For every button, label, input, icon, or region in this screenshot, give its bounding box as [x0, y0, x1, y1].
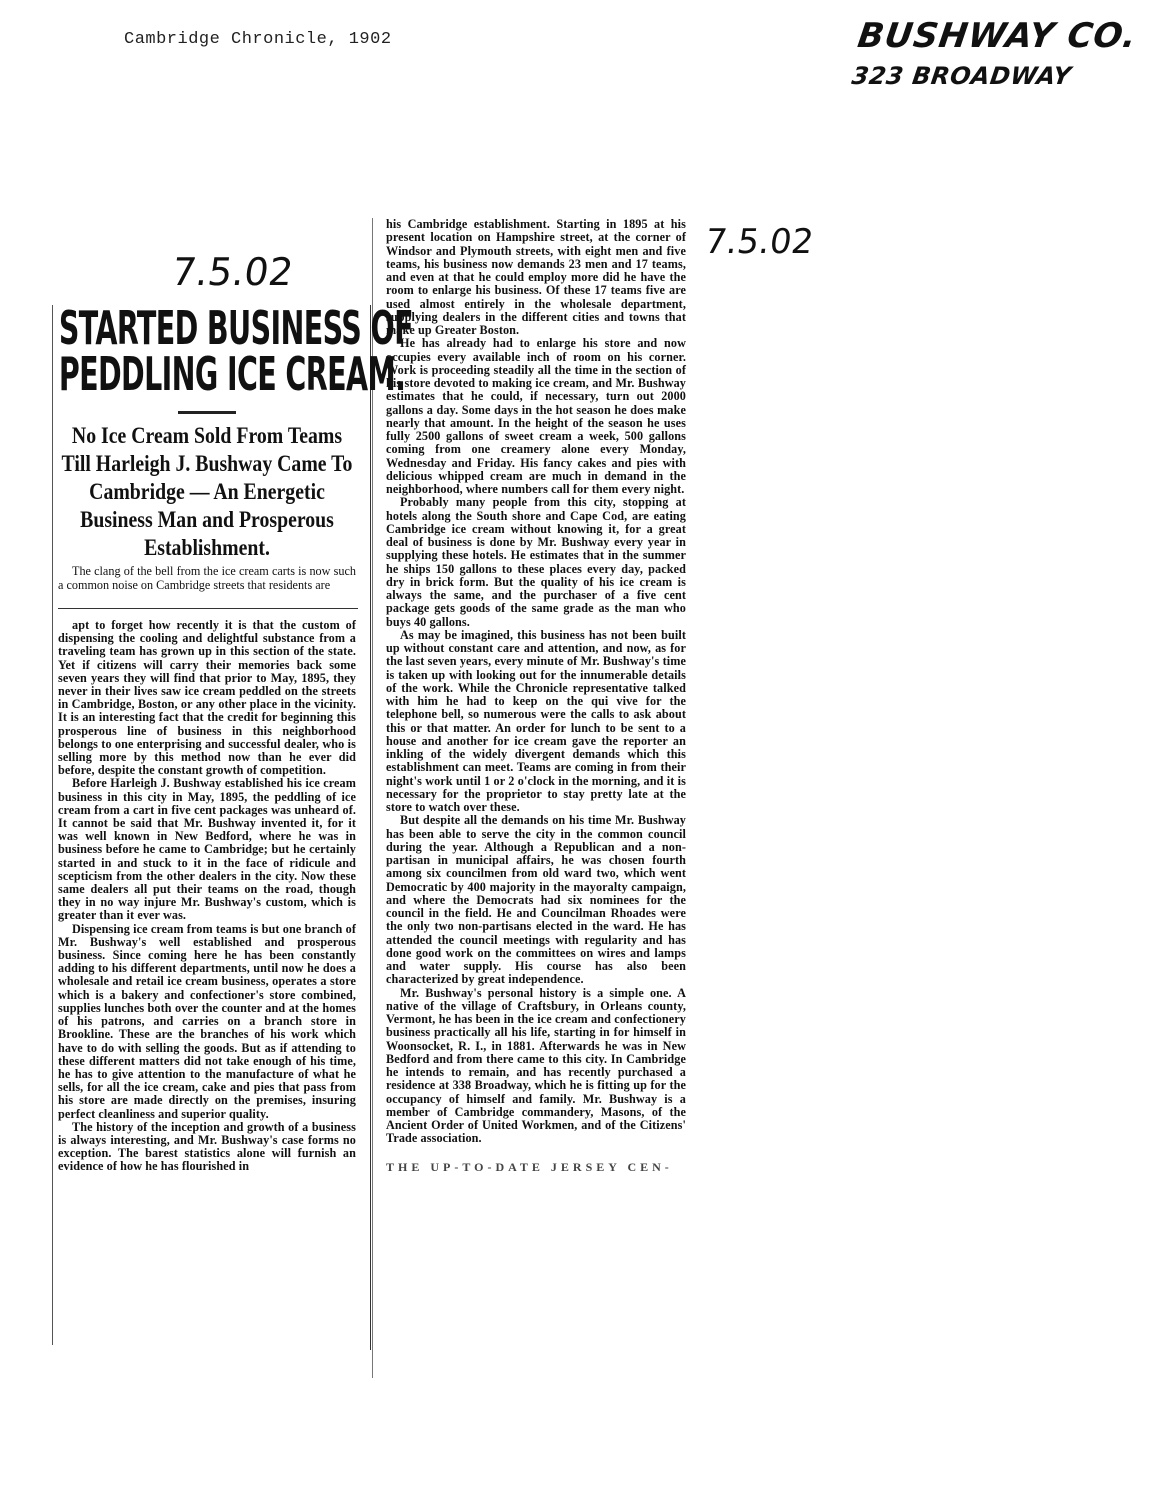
paragraph: He has already had to enlarge his store and now occupies every available inch of room on his corner. Work is proceeding steadily all the time in the section of his store devoted to making ice cream, and Mr. Bushway estimates that he could, if necessary, turn out 2000 gallons a day. Some days in the hot season he does make nearly that amount. In the height of the season he uses fully 2500 gallons of sweet cream a week, 500 gallons coming from one creamery alone every Monday, Wednesday and Friday. His fancy cakes and pies with delicious whipped cream are much in demand in the neighborhood, where numbers call for them every night.	[386, 336, 686, 496]
paragraph: But despite all the demands on his time Mr. Bushway has been able to serve the city in the common council during the year. Although a Republican and a non-partisan in municipal affairs, he was chosen fourth among six councilmen from old ward two, which went Democratic by 400 majority in the mayoralty campaign, and where the Democrats had six nominees for the council in the field. He and Councilman Rhoades were the only two non-partisans elected in the ward. He has attended the council meetings with regularity and has done good work on the committees on wires and lamps and water supply. His course has also been characterized by great independence.	[386, 813, 686, 987]
handwritten-company-note: BUSHWAY CO.	[855, 16, 1140, 56]
paragraph: his Cambridge establishment. Starting in 1895 at his present location on Hampshire street, at the corner of Windsor and Plymouth streets, with eight men and five teams, his business now demands 23 men and 17 teams, and even at that he could employ more did he have the room to enlarge his business. Of these 17 teams five are used almost entirely in the wholesale department, supplying dealers in the different cities and towns that make up Greater Boston.	[386, 217, 686, 337]
headline-line-1: STARTED BUSINESS OF	[58, 301, 413, 355]
subheadline: No Ice Cream Sold From Teams Till Harleigh J. Bushway Came To Cambridge — An Energetic Business Man and Prosperous Establishment.	[61, 423, 353, 560]
column-2-body	[386, 218, 686, 1146]
column-1-body	[58, 619, 356, 1174]
lead-paragraph: The clang of the bell from the ice cream carts is now such a common noise on Cambridge streets that residents are	[58, 564, 356, 592]
paragraph: Probably many people from this city, stopping at hotels along the South shore and Cape Cod, are eating Cambridge ice cream without knowing it, for a great deal of business is done by Mr. Bushway every year in supplying these hotels. He estimates that in the summer he ships 150 gallons to these places every day, packed dry in brick form. But the quality of his ice cream is always the same, and the purchaser of a five cent package gets goods of the same grade as the man who buys 40 gallons.	[386, 495, 686, 629]
paragraph: Dispensing ice cream from teams is but one branch of Mr. Bushway's well established and prosperous business. Since coming here he has been constantly adding to his different departments, until now he does a wholesale and retail ice cream business, operates a store which is a bakery and confectioner's store combined, supplies lunches both over the counter and at the homes of his patrons, and carries on a branch store in Brookline. These are the branches of his work which have to do with selling the goods. But as if attending to these different matters did not take enough of his time, he has to give attention to the manufacture of what he sells, for all the ice cream, cake and pies that pass from his store are made directly on the premises, insuring perfect cleanliness and superior quality.	[58, 921, 356, 1121]
paragraph: apt to forget how recently it is that the custom of dispensing the cooling and delightful substance from a traveling team has grown up in this section of the state. Yet if citizens will carry their memories back some seven years they will find that prior to May, 1895, they never in their lives saw ice cream peddled on the streets in Cambridge, Boston, or any other place in the vicinity. It is an interesting fact that the credit for beginning this prosperous line of business in this neighborhood belongs to one enterprising and successful dealer, who is selling more by this method now than he ever did before, despite the constant growth of competition.	[58, 618, 356, 778]
section-rule	[58, 608, 358, 609]
source-citation: Cambridge Chronicle, 1902	[124, 30, 392, 49]
paragraph: Mr. Bushway's personal history is a simple one. A native of the village of Craftsbury, in Orleans county, Vermont, he has been in the ice cream and confectionery business practically all his life, starting in for himself in Woonsocket, R. I., in 1881. Afterwards he was in New Bedford and from there came to this city. In Cambridge he intends to remain, and has recently purchased a residence at 338 Broadway, which he is fitting up for the occupancy of himself and family. Mr. Bushway is a member of Cambridge commandery, Masons, of the Ancient Order of United Workmen, and of the Citizens' Trade association.	[386, 985, 686, 1146]
next-article-fragment: THE UP-TO-DATE JERSEY CEN-	[386, 1159, 673, 1174]
handwritten-date-right: 7.5.02	[702, 222, 816, 262]
paragraph: The history of the inception and growth of a business is always interesting, and Mr. Bushway's case forms no exception. The barest statistics alone will furnish an evidence of how he has flourished in	[58, 1119, 356, 1174]
clipping-edge-left	[52, 305, 53, 1345]
column-divider	[370, 305, 371, 1350]
paragraph: Before Harleigh J. Bushway established his ice cream business in this city in May, 1895, the peddling of ice cream from a cart in five cent packages was unheard of. It cannot be said that Mr. Bushway invented it, for it was well known in New Bedford, where he was in business before he came to Cambridge; but he certainly started in and stuck to it in the face of ridicule and scepticism from the other dealers in the city. Now these same dealers all put their teams on the road, though they in no way injure Mr. Bushway's custom, which is greater than it ever was.	[58, 776, 356, 923]
article-column-2	[386, 218, 686, 1175]
paragraph: As may be imagined, this business has not been built up without constant care and attention, and now, as for the last seven years, every minute of Mr. Bushway's time is taken up with looking out for the innumerable details of the work. While the Chronicle representative talked with him he had to keep on the qui vive for the telephone bell, so numerous were the calls to ask about this or that matter. An order for lunch to be sent to a house and another for ice cream gave the reporter an inkling of the widely divergent demands which this establishment can meet. Teams are coming in from their night's work until 1 or 2 o'clock in the morning, and it is necessary for the proprietor to stay pretty late at the store to watch over these.	[386, 627, 686, 814]
headline-divider	[178, 411, 236, 414]
headline-line-2: PEDDLING ICE CREAM.	[58, 347, 406, 401]
handwritten-address-note: 323 BROADWAY	[850, 62, 1073, 90]
handwritten-date-left: 7.5.02	[168, 250, 296, 294]
article-column-1	[58, 301, 413, 1174]
